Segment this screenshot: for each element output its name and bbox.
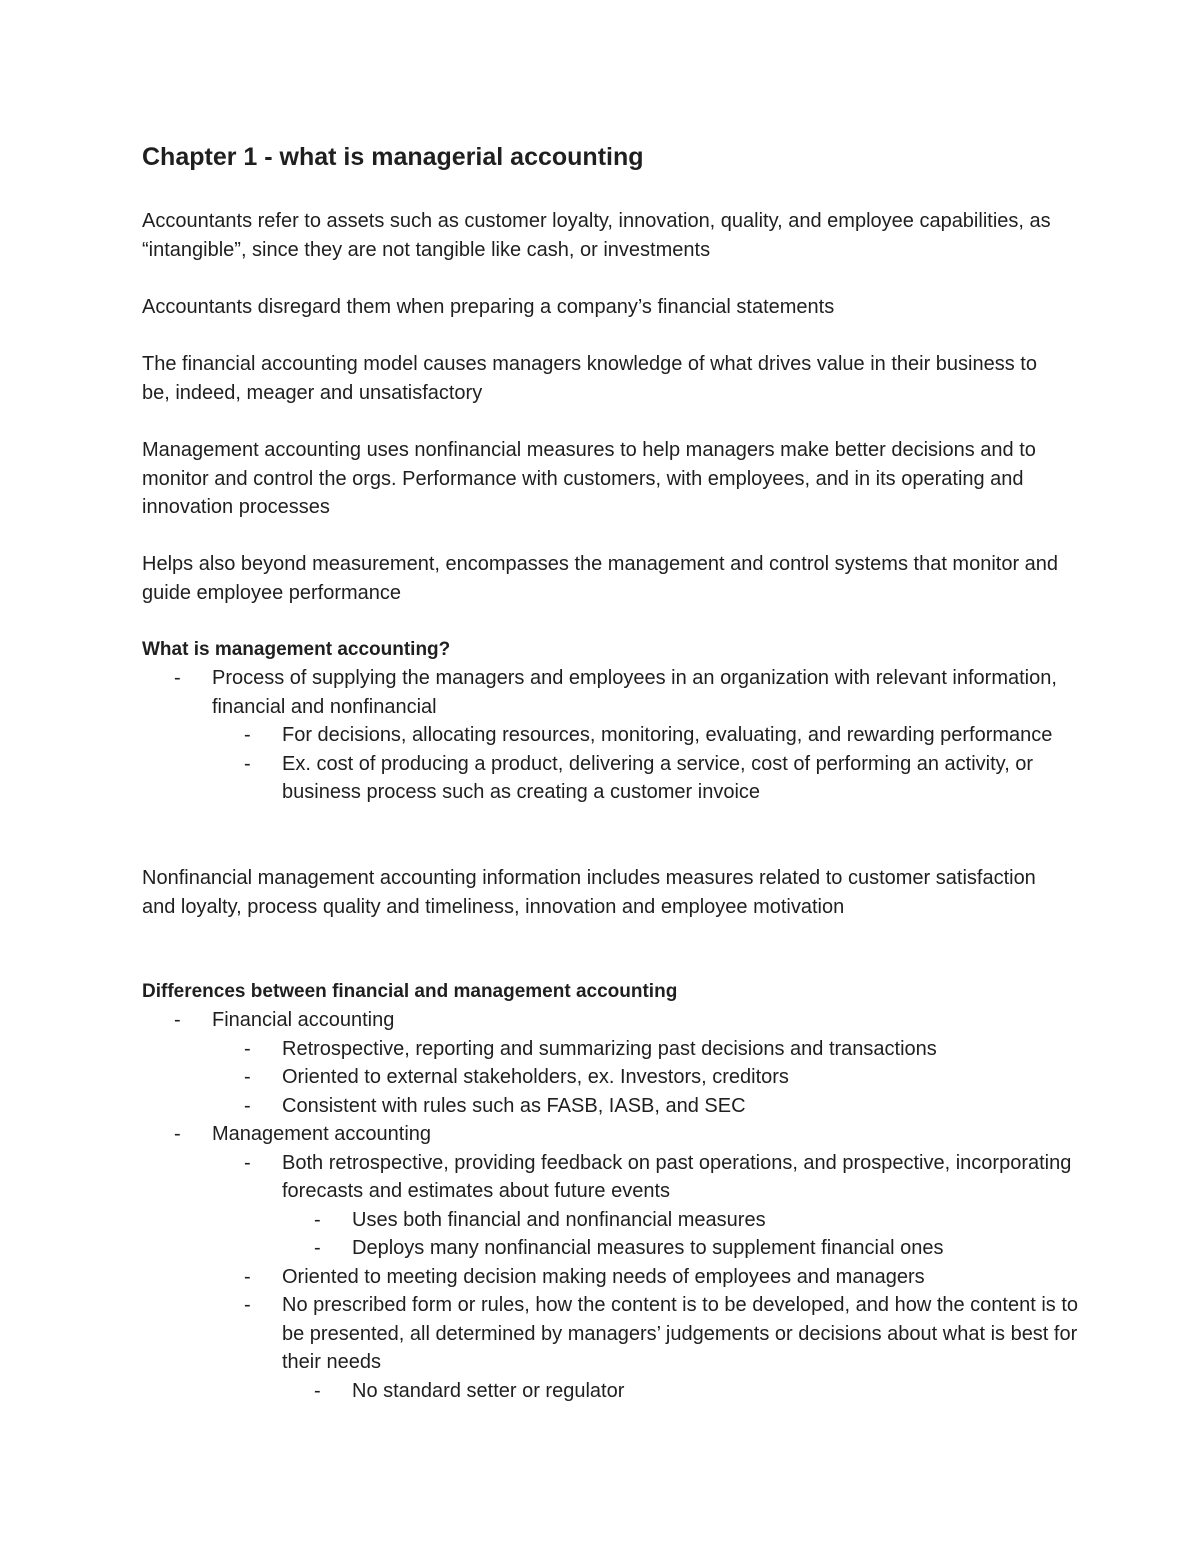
paragraph-intangible-assets: Accountants refer to assets such as customer loyalty, innovation, quality, and employee capabilities, as “intangible”, since they are not tangible like cash, or investments — [142, 210, 1051, 261]
paragraph-nonfinancial-info: Nonfinancial management accounting information includes measures related to customer satisfaction and loyalty, process quality and timeliness, innovation and employee motivation — [142, 867, 1036, 918]
list-item — [142, 1063, 1082, 1092]
paragraph-disregard: Accountants disregard them when preparing a company’s financial statements — [142, 296, 835, 318]
paragraph-beyond-measurement: Helps also beyond measurement, encompasses the management and control systems that monitor and guide employee performance — [142, 553, 1059, 604]
list-item-text: For decisions, allocating resources, monitoring, evaluating, and rewarding performance — [282, 724, 1053, 746]
section-heading-differences: Differences between financial and management accounting — [142, 981, 678, 1002]
list-item — [142, 1291, 1082, 1377]
dash-bullet: - — [244, 1294, 251, 1316]
dash-bullet: - — [244, 1151, 251, 1174]
list-item — [142, 664, 1082, 721]
list-item — [142, 1377, 1082, 1406]
dash-bullet: - — [314, 1237, 321, 1259]
bullet-list-what-is — [142, 664, 1082, 807]
dash-bullet: - — [174, 1009, 181, 1031]
dash-bullet: - — [174, 667, 181, 689]
dash-bullet: - — [314, 1208, 321, 1231]
list-item-text: No standard setter or regulator — [352, 1379, 625, 1402]
paragraph-financial-model: The financial accounting model causes managers knowledge of what drives value in their business to be, indeed, meager and unsatisfactory — [142, 353, 1037, 404]
list-item-text: Process of supplying the managers and employees in an organization with relevant information, financial and nonfinancial — [212, 667, 1057, 718]
dash-bullet: - — [244, 1066, 251, 1088]
list-item — [142, 1263, 1082, 1292]
list-item-text: Consistent with rules such as FASB, IASB, and SEC — [282, 1094, 746, 1117]
list-item — [142, 1035, 1082, 1064]
list-item — [142, 750, 1082, 807]
list-item-text: No prescribed form or rules, how the content is to be developed, and how the content is to be presented, all determined by managers’ judgements or decisions about what is best for their needs — [282, 1294, 1079, 1373]
list-item-text: Oriented to external stakeholders, ex. Investors, creditors — [282, 1066, 789, 1088]
dash-bullet: - — [174, 1123, 181, 1145]
dash-bullet: - — [244, 1094, 251, 1117]
list-item-text: Financial accounting — [212, 1009, 395, 1031]
dash-bullet: - — [244, 724, 251, 746]
list-item-text: Ex. cost of producing a product, delivering a service, cost of performing an activity, or business process such as creating a customer invoice — [282, 752, 1034, 803]
list-item — [142, 1234, 1082, 1263]
dash-bullet: - — [314, 1379, 321, 1402]
list-item-text: Oriented to meeting decision making needs of employees and managers — [282, 1265, 925, 1288]
page-title: Chapter 1 - what is managerial accounting — [142, 143, 644, 171]
bullet-list-differences — [142, 1006, 1082, 1405]
list-item-text: Uses both financial and nonfinancial measures — [352, 1208, 766, 1231]
list-item-text: Both retrospective, providing feedback on past operations, and prospective, incorporating forecasts and estimates about future events — [282, 1151, 1072, 1202]
list-item-text: Management accounting — [212, 1123, 432, 1145]
list-item — [142, 1206, 1082, 1235]
dash-bullet: - — [244, 1265, 251, 1288]
section-heading-what-is: What is management accounting? — [142, 639, 451, 660]
list-item — [142, 1006, 1082, 1035]
list-item-text: Retrospective, reporting and summarizing past decisions and transactions — [282, 1037, 937, 1060]
dash-bullet: - — [244, 752, 251, 775]
paragraph-nonfinancial-measures: Management accounting uses nonfinancial measures to help managers make better decisions and to monitor and control the orgs. Performance with customers, with employees, and in its operating and innovation processes — [142, 439, 1036, 518]
list-item — [142, 1149, 1082, 1206]
list-item — [142, 1120, 1082, 1149]
list-item-text: Deploys many nonfinancial measures to supplement financial ones — [352, 1237, 944, 1259]
list-item — [142, 1092, 1082, 1121]
dash-bullet: - — [244, 1037, 251, 1060]
list-item — [142, 721, 1082, 750]
